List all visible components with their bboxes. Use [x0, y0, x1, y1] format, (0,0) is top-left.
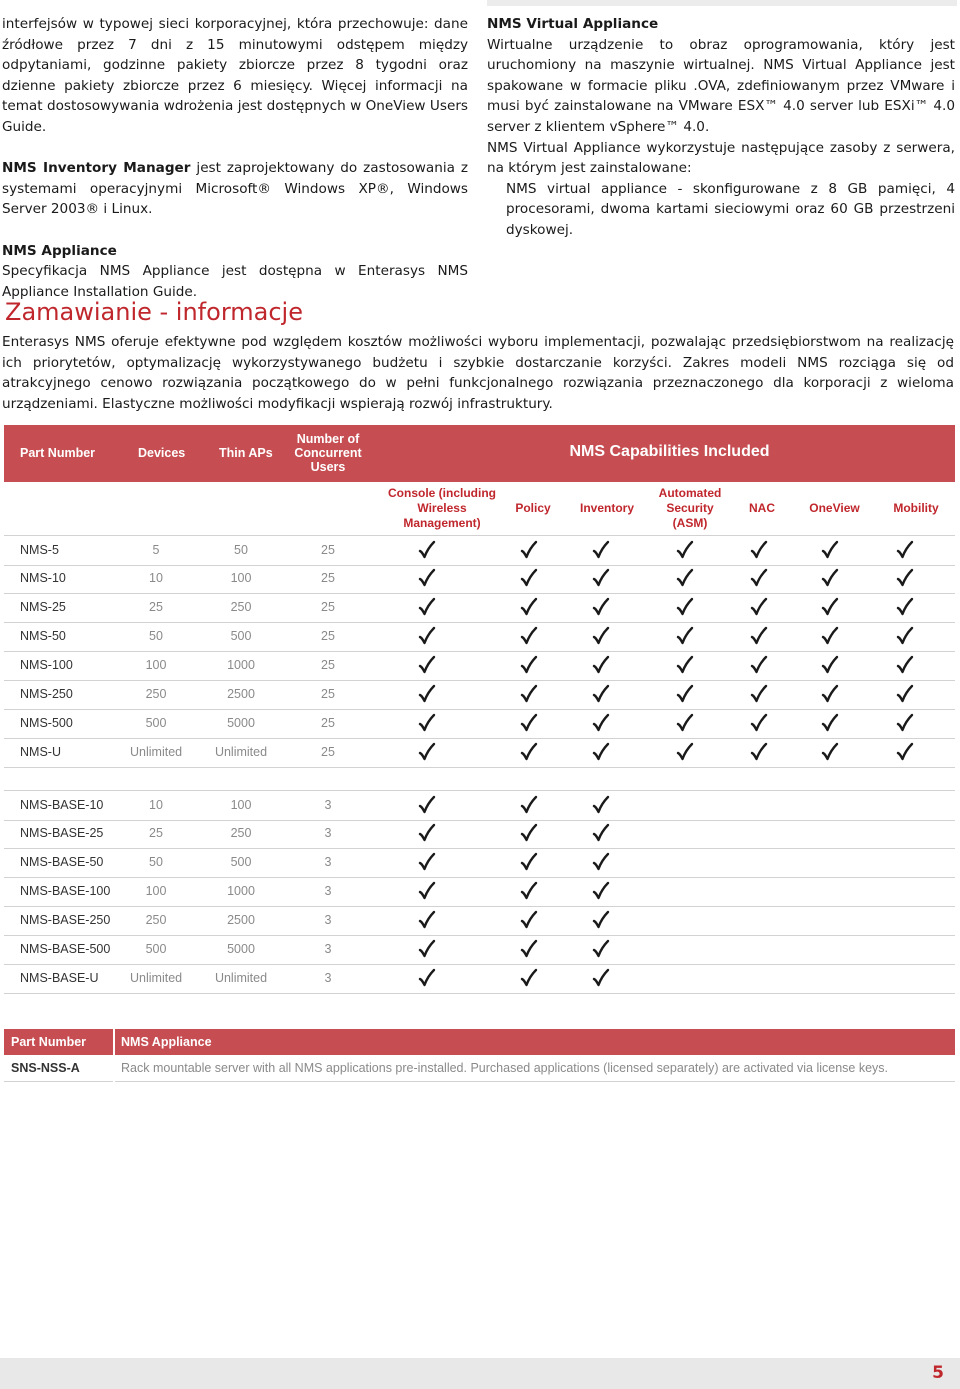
- part-number-cell: NMS-10: [20, 571, 66, 585]
- checkmark-icon: [519, 626, 539, 646]
- right-column: [487, 14, 955, 241]
- checkmark-icon: [820, 742, 840, 762]
- appliance-header-part-number: Part Number: [11, 1035, 87, 1049]
- capability-header-line: Wireless: [417, 500, 467, 515]
- table-row: [4, 935, 955, 965]
- checkmark-icon: [749, 597, 769, 617]
- capability-header-line: Security: [666, 500, 714, 515]
- part-number-cell: NMS-500: [20, 716, 73, 730]
- devices-cell: 50: [149, 855, 163, 869]
- devices-cell: Unlimited: [130, 745, 183, 759]
- checkmark-icon: [519, 939, 539, 959]
- capabilities-table: [4, 425, 955, 998]
- table-row: [4, 738, 955, 768]
- checkmark-icon: [519, 742, 539, 762]
- part-number-cell: NMS-BASE-U: [20, 971, 99, 985]
- checkmark-icon: [591, 713, 611, 733]
- capability-header-line: Console (including: [388, 485, 496, 500]
- appliance-table-row: [4, 1055, 955, 1082]
- intro-continued-paragraph: interfejsów w typowej sieci korporacyjnej, która przechowuje: dane źródłowe przez 7 dni z 15 minutowymi odstępem między odpytaniami, godzinne pakiety zbiorcze przez 8 tygodni oraz dzienne pakiety zbiorcze przez 6 miesięcy. Więcej informacji na temat dostosowywania wdrożenia jest dostępnych w OneView Users Guide.: [2, 16, 468, 135]
- thin-aps-cell: 100: [230, 798, 252, 812]
- appliance-table: [4, 1029, 955, 1082]
- thin-aps-cell: 2500: [227, 913, 255, 927]
- top-rule: [487, 0, 957, 6]
- thin-aps-cell: 500: [230, 855, 252, 869]
- capability-header-line: Policy: [515, 500, 551, 515]
- users-cell: 25: [321, 571, 335, 585]
- checkmark-icon: [591, 939, 611, 959]
- checkmark-icon: [591, 823, 611, 843]
- devices-cell: 10: [149, 571, 163, 585]
- part-number-cell: NMS-25: [20, 600, 66, 614]
- checkmark-icon: [519, 852, 539, 872]
- checkmark-icon: [749, 684, 769, 704]
- checkmark-icon: [417, 939, 437, 959]
- checkmark-icon: [417, 540, 437, 560]
- users-cell: 25: [321, 745, 335, 759]
- checkmark-icon: [895, 655, 915, 675]
- capability-header-line: NAC: [749, 500, 775, 515]
- table-row: [4, 877, 955, 907]
- users-cell: 25: [321, 543, 335, 557]
- header-users-line-1: Number of: [296, 432, 360, 446]
- checkmark-icon: [417, 655, 437, 675]
- checkmark-icon: [519, 823, 539, 843]
- appliance-column-divider: [113, 1029, 115, 1082]
- checkmark-icon: [519, 795, 539, 815]
- table-row: [4, 790, 955, 821]
- table-row: [4, 593, 955, 623]
- checkmark-icon: [591, 881, 611, 901]
- thin-aps-cell: 2500: [227, 687, 255, 701]
- checkmark-icon: [417, 968, 437, 988]
- checkmark-icon: [519, 968, 539, 988]
- checkmark-icon: [591, 795, 611, 815]
- virtual-appliance-resources: NMS virtual appliance - skonfigurowane z 8 GB pamięci, 4 procesorami, dwoma kartami sieciowymi oraz 60 GB przestrzeni dyskowej.: [506, 180, 955, 238]
- table-row: [4, 651, 955, 681]
- checkmark-icon: [820, 597, 840, 617]
- devices-cell: 25: [149, 826, 163, 840]
- checkmark-icon: [417, 684, 437, 704]
- checkmark-icon: [895, 626, 915, 646]
- part-number-cell: NMS-BASE-500: [20, 942, 111, 956]
- users-cell: 3: [324, 884, 332, 898]
- checkmark-icon: [591, 568, 611, 588]
- virtual-appliance-paragraph-2: NMS Virtual Appliance wykorzystuje następujące zasoby z serwera, na którym jest zainstalowane:: [487, 139, 955, 177]
- header-concurrent-users: [284, 432, 372, 474]
- capability-header-line: Mobility: [893, 500, 939, 515]
- appliance-header-description: NMS Appliance: [121, 1035, 212, 1049]
- table-row: [4, 964, 955, 994]
- table-row: [4, 622, 955, 652]
- checkmark-icon: [519, 881, 539, 901]
- checkmark-icon: [895, 568, 915, 588]
- page-number: 5: [932, 1363, 944, 1383]
- devices-cell: 500: [145, 942, 167, 956]
- inventory-manager-paragraph: [2, 158, 468, 220]
- part-number-cell: NMS-5: [20, 543, 59, 557]
- checkmark-icon: [591, 852, 611, 872]
- header-thin-aps: Thin APs: [219, 446, 273, 460]
- appliance-paragraph: [2, 241, 468, 303]
- left-column: [2, 14, 468, 323]
- thin-aps-cell: 250: [230, 600, 252, 614]
- users-cell: 25: [321, 687, 335, 701]
- full-license-rows: [4, 535, 955, 767]
- users-cell: 25: [321, 600, 335, 614]
- capability-header-0: [384, 482, 500, 534]
- users-cell: 3: [324, 798, 332, 812]
- checkmark-icon: [895, 713, 915, 733]
- checkmark-icon: [417, 742, 437, 762]
- checkmark-icon: [749, 742, 769, 762]
- appliance-text: Specyfikacja NMS Appliance jest dostępna w Enterasys NMS Appliance Installation Guide.: [2, 263, 468, 300]
- checkmark-icon: [675, 655, 695, 675]
- checkmark-icon: [591, 910, 611, 930]
- users-cell: 3: [324, 971, 332, 985]
- checkmark-icon: [519, 684, 539, 704]
- checkmark-icon: [675, 597, 695, 617]
- checkmark-icon: [820, 684, 840, 704]
- checkmark-icon: [749, 713, 769, 733]
- checkmark-icon: [675, 540, 695, 560]
- checkmark-icon: [675, 742, 695, 762]
- checkmark-icon: [519, 910, 539, 930]
- thin-aps-cell: 500: [230, 629, 252, 643]
- thin-aps-cell: 1000: [227, 658, 255, 672]
- checkmark-icon: [591, 684, 611, 704]
- inventory-manager-heading: NMS Inventory Manager: [2, 160, 191, 177]
- checkmark-icon: [749, 568, 769, 588]
- header-part-number: Part Number: [20, 446, 96, 460]
- checkmark-icon: [820, 713, 840, 733]
- checkmark-icon: [591, 540, 611, 560]
- checkmark-icon: [519, 597, 539, 617]
- checkmark-icon: [749, 540, 769, 560]
- header-users-line-2: Concurrent: [294, 446, 362, 460]
- checkmark-icon: [895, 540, 915, 560]
- capability-header-line: Automated: [658, 485, 722, 500]
- checkmark-icon: [820, 626, 840, 646]
- appliance-table-header: [4, 1029, 955, 1055]
- devices-cell: Unlimited: [130, 971, 183, 985]
- capability-header-line: Management): [403, 515, 481, 530]
- capability-header-5: [792, 482, 877, 534]
- footer-bar: [0, 1358, 960, 1389]
- checkmark-icon: [417, 910, 437, 930]
- capability-header-2: [566, 482, 648, 534]
- appliance-heading: NMS Appliance: [2, 242, 117, 259]
- devices-cell: 50: [149, 629, 163, 643]
- checkmark-icon: [895, 597, 915, 617]
- part-number-cell: NMS-50: [20, 629, 66, 643]
- part-number-cell: NMS-U: [20, 745, 61, 759]
- table-row: [4, 535, 955, 566]
- users-cell: 3: [324, 913, 332, 927]
- devices-cell: 10: [149, 798, 163, 812]
- part-number-cell: NMS-BASE-25: [20, 826, 104, 840]
- checkmark-icon: [417, 881, 437, 901]
- checkmark-icon: [417, 713, 437, 733]
- devices-cell: 100: [145, 884, 167, 898]
- capabilities-subheader: [384, 482, 955, 534]
- thin-aps-cell: 100: [230, 571, 252, 585]
- ordering-intro: Enterasys NMS oferuje efektywne pod względem kosztów możliwości wyboru implementacji, pozwalając przedsiębiorstwom na realizację ich priorytetów, optymalizację wykorzystywanego budżetu i szybkie dostarczanie korzyści. Zakres modeli NMS rozciąga się od atrakcyjnego cenowo rozwiązania początkowego do w pełni funkcjonalnego rozwiązania przeznaczonego dla korporacji z wieloma urządzeniami. Elastyczne możliwości modyfikacji wspierają rozwój infrastruktury.: [2, 334, 954, 412]
- header-users-line-3: Users: [310, 460, 346, 474]
- virtual-appliance-heading: NMS Virtual Appliance: [487, 16, 659, 32]
- table-header: [4, 425, 955, 482]
- part-number-cell: NMS-BASE-100: [20, 884, 111, 898]
- capability-header-line: Inventory: [579, 500, 634, 515]
- thin-aps-cell: 50: [234, 543, 248, 557]
- users-cell: 25: [321, 658, 335, 672]
- checkmark-icon: [591, 968, 611, 988]
- appliance-part-number: SNS-NSS-A: [11, 1061, 80, 1075]
- checkmark-icon: [519, 713, 539, 733]
- checkmark-icon: [591, 597, 611, 617]
- users-cell: 3: [324, 942, 332, 956]
- checkmark-icon: [749, 655, 769, 675]
- devices-cell: 500: [145, 716, 167, 730]
- checkmark-icon: [820, 655, 840, 675]
- checkmark-icon: [519, 655, 539, 675]
- inventory-manager-text: jest zaprojektowany do zastosowania z systemami operacyjnymi Microsoft® Windows XP®, Windows Server 2003® i Linux.: [2, 160, 468, 218]
- table-row: [4, 680, 955, 710]
- part-number-cell: NMS-BASE-10: [20, 798, 104, 812]
- thin-aps-cell: 5000: [227, 716, 255, 730]
- thin-aps-cell: 1000: [227, 884, 255, 898]
- capability-header-line: (ASM): [672, 515, 708, 530]
- checkmark-icon: [519, 568, 539, 588]
- checkmark-icon: [820, 540, 840, 560]
- checkmark-icon: [591, 742, 611, 762]
- users-cell: 25: [321, 629, 335, 643]
- checkmark-icon: [895, 742, 915, 762]
- checkmark-icon: [675, 626, 695, 646]
- checkmark-icon: [591, 626, 611, 646]
- table-row: [4, 709, 955, 739]
- checkmark-icon: [820, 568, 840, 588]
- capability-header-4: [732, 482, 792, 534]
- checkmark-icon: [417, 597, 437, 617]
- table-row: [4, 564, 955, 594]
- part-number-cell: NMS-BASE-250: [20, 913, 111, 927]
- part-number-cell: NMS-BASE-50: [20, 855, 104, 869]
- checkmark-icon: [749, 626, 769, 646]
- capability-header-line: OneView: [809, 500, 860, 515]
- capability-header-3: [648, 482, 732, 534]
- devices-cell: 25: [149, 600, 163, 614]
- table-row: [4, 848, 955, 878]
- thin-aps-cell: 250: [230, 826, 252, 840]
- checkmark-icon: [895, 684, 915, 704]
- table-row: [4, 819, 955, 849]
- header-capabilities-group: NMS Capabilities Included: [569, 443, 770, 460]
- thin-aps-cell: Unlimited: [214, 971, 268, 985]
- users-cell: 3: [324, 855, 332, 869]
- checkmark-icon: [675, 684, 695, 704]
- checkmark-icon: [675, 568, 695, 588]
- users-cell: 25: [321, 716, 335, 730]
- capability-header-6: [877, 482, 955, 534]
- checkmark-icon: [417, 626, 437, 646]
- section-title: Zamawianie - informacje: [5, 298, 303, 326]
- users-cell: 3: [324, 826, 332, 840]
- header-devices: Devices: [138, 446, 186, 460]
- capability-header-1: [500, 482, 566, 534]
- appliance-description: Rack mountable server with all NMS applications pre-installed. Purchased applications (licensed separately) are activated via license keys.: [121, 1061, 889, 1075]
- thin-aps-cell: 5000: [227, 942, 255, 956]
- table-row: [4, 906, 955, 936]
- checkmark-icon: [417, 795, 437, 815]
- part-number-cell: NMS-250: [20, 687, 73, 701]
- thin-aps-cell: Unlimited: [214, 745, 268, 759]
- checkmark-icon: [675, 713, 695, 733]
- virtual-appliance-paragraph-1: Wirtualne urządzenie to obraz oprogramowania, który jest uruchomiony na maszynie wirtualnej. NMS Virtual Appliance jest spakowane w formacie pliku .OVA, zdefiniowanym przez VMware i musi być zainstalowane na VMware ESX™ 4.0 server lub ESXi™ 4.0 server z klientem vSphere™ 4.0.: [487, 36, 955, 135]
- checkmark-icon: [417, 568, 437, 588]
- base-license-rows: [4, 790, 955, 993]
- checkmark-icon: [591, 655, 611, 675]
- devices-cell: 100: [145, 658, 167, 672]
- checkmark-icon: [417, 852, 437, 872]
- devices-cell: 250: [145, 687, 167, 701]
- devices-cell: 5: [152, 543, 160, 557]
- part-number-cell: NMS-100: [20, 658, 73, 672]
- checkmark-icon: [417, 823, 437, 843]
- checkmark-icon: [519, 540, 539, 560]
- devices-cell: 250: [145, 913, 167, 927]
